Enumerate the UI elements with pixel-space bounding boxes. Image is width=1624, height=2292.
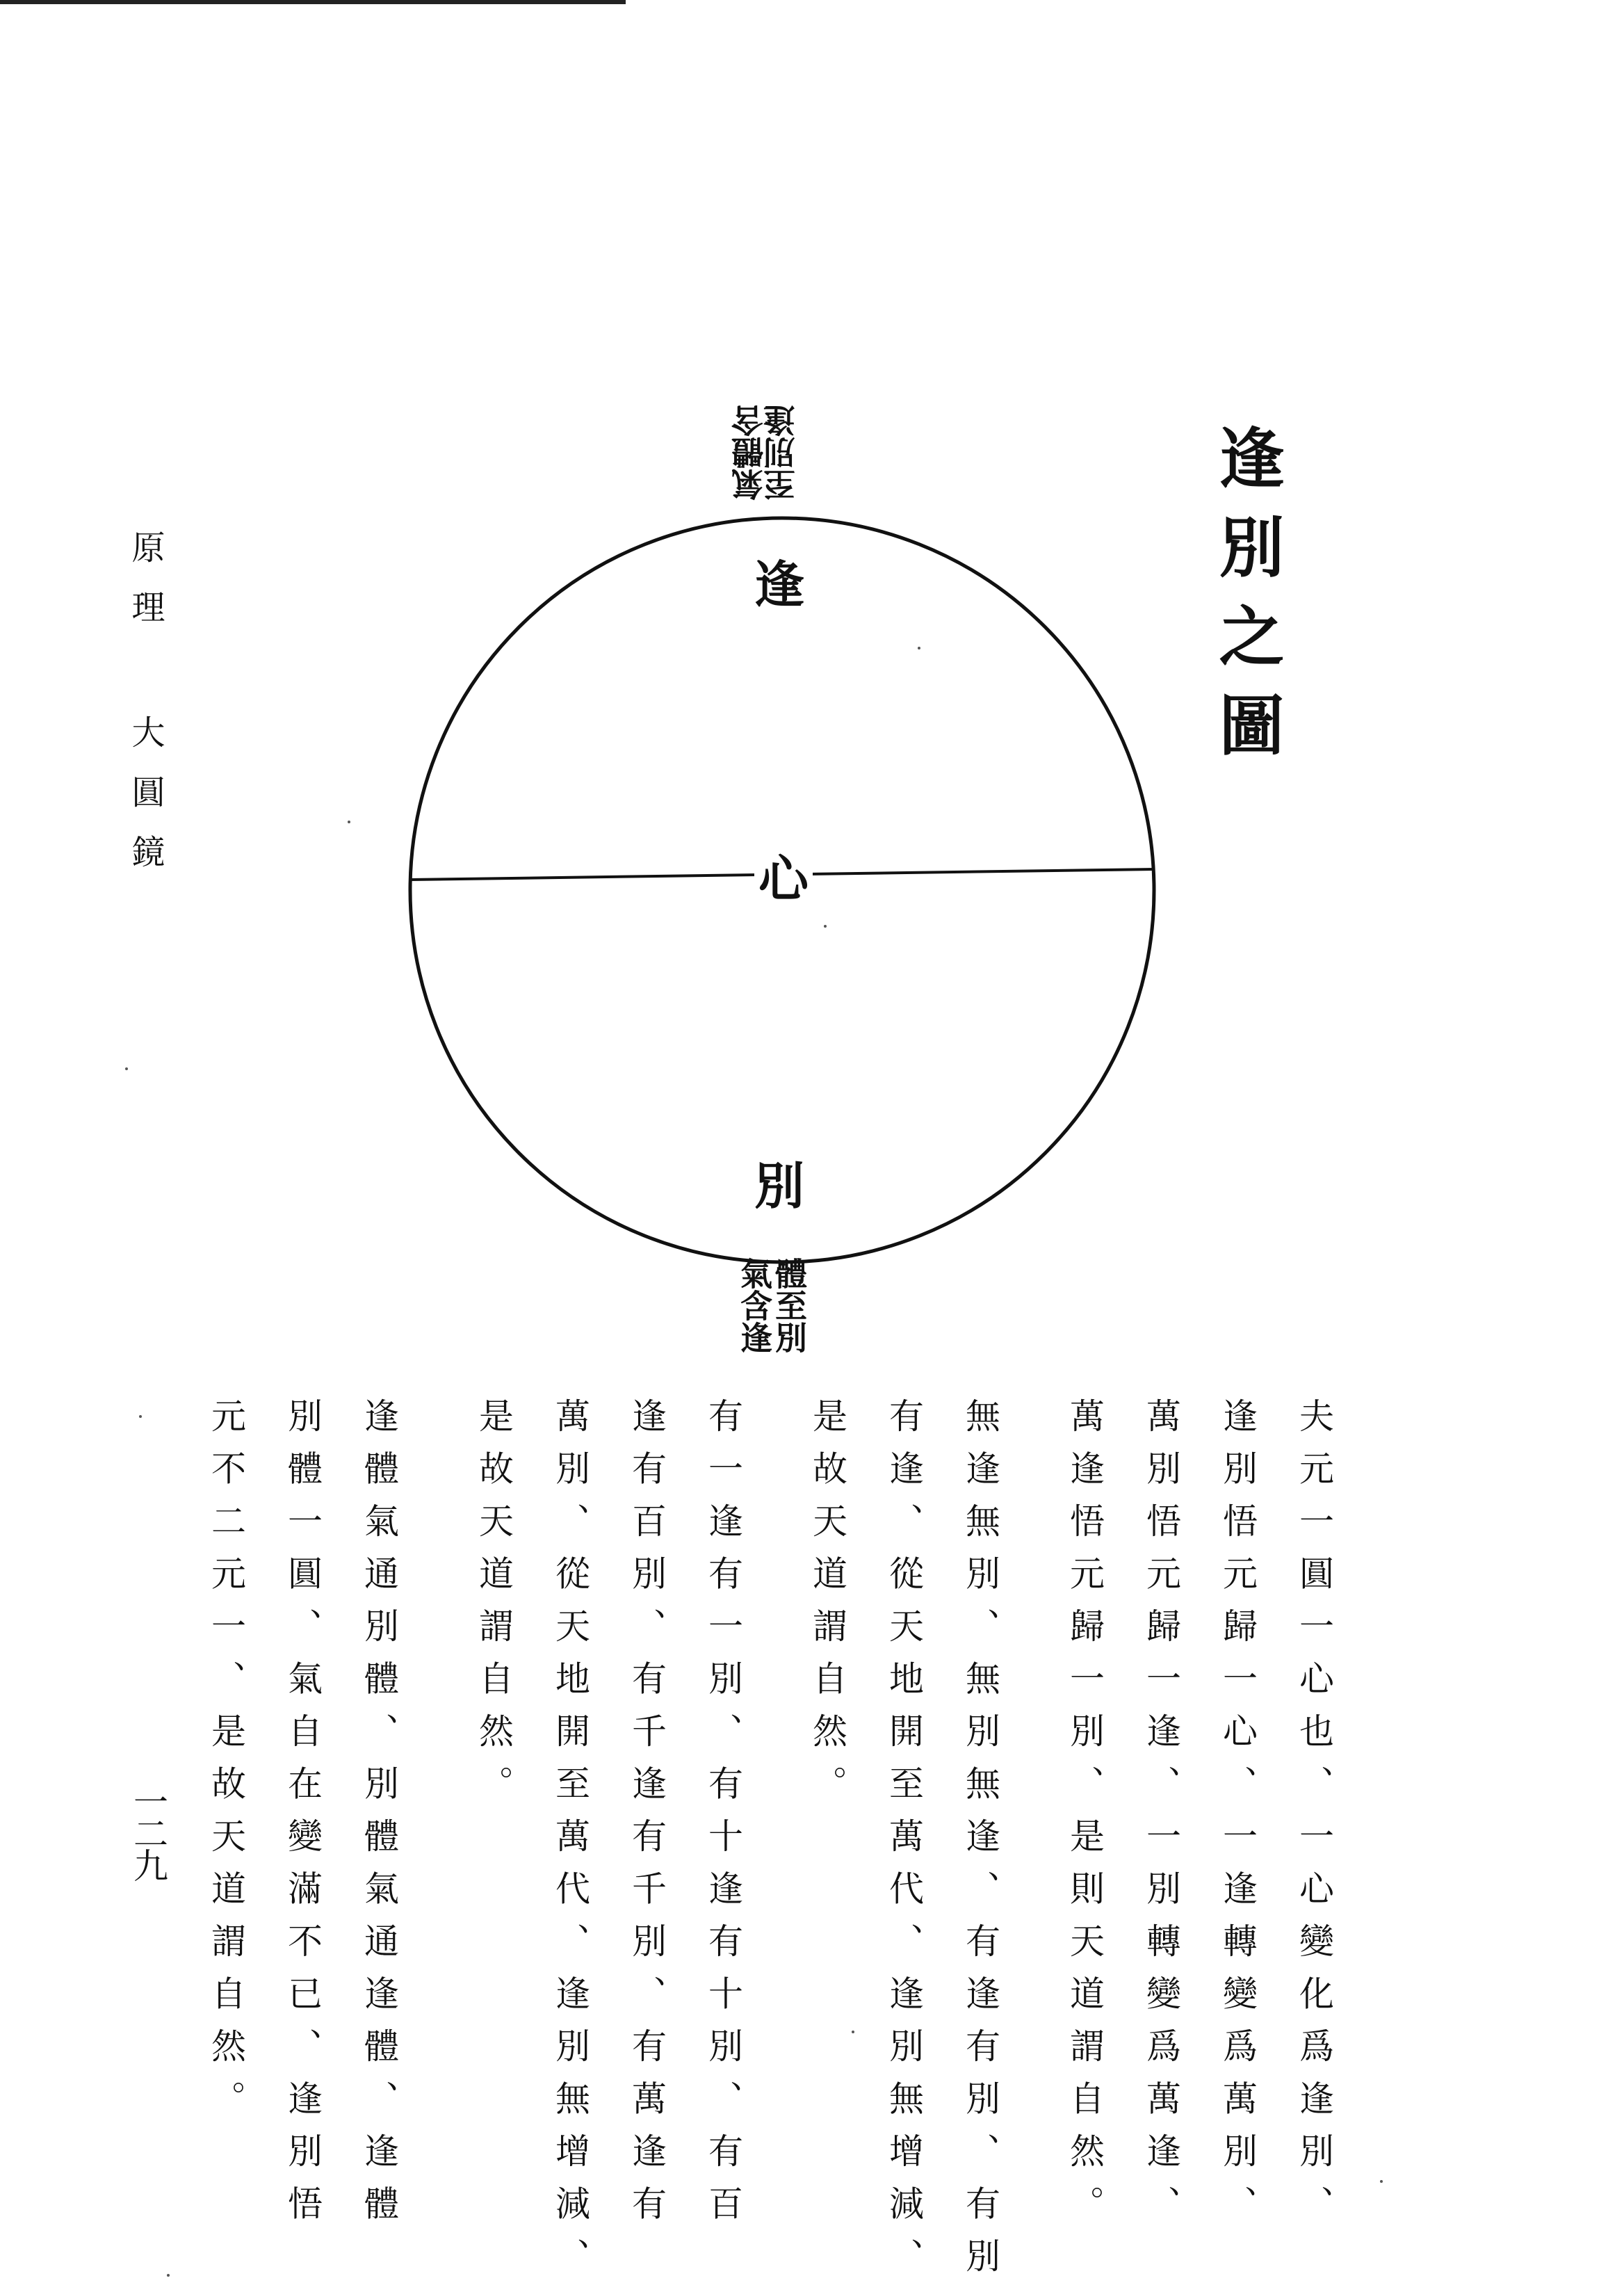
text-column-3: 萬別悟元歸一逢、一別轉變爲萬逢、 [1141, 1398, 1181, 2238]
text-column-5: 無逢無別、無別無逢、有逢有別、有別 [960, 1398, 1000, 2291]
text-column-8: 有一逢有一別、有十逢有十別、有百 [703, 1398, 743, 2238]
meeting-parting-diagram [407, 515, 1158, 1266]
text-column-12: 逢體氣通別體、別體氣通逢體、逢體 [359, 1398, 399, 2238]
text-column-1: 夫元一圓一心也、一心變化爲逢別、 [1294, 1398, 1334, 2238]
diagram-label-bottom [737, 1257, 806, 1353]
circle-char-bottom: 別 [754, 1156, 805, 1216]
speck [918, 647, 920, 649]
diagram-label-top: 氣體含至別逢 [731, 405, 800, 501]
speck [824, 925, 827, 928]
speck [167, 2274, 170, 2277]
text-column-2: 逢別悟元歸一心、一逢轉變爲萬別、 [1217, 1398, 1258, 2238]
page-title: 逢別之圖 [1208, 424, 1284, 780]
text-column-9: 逢有百別、有千逢有千別、有萬逢有 [626, 1398, 667, 2238]
text-column-14: 元不二元一、是故天道謂自然。 [206, 1398, 246, 2133]
speck [1380, 2180, 1383, 2183]
running-head: 原理 大圓鏡 [126, 530, 165, 894]
text-column-6: 有逢、從天地開至萬代、逢別無增減、 [884, 1398, 924, 2291]
page-number: 一二九 [128, 1784, 168, 1880]
text-column-7: 是故天道謂自然。 [807, 1398, 847, 1818]
page-top-edge [0, 0, 626, 4]
speck [139, 1415, 142, 1418]
text-column-10: 萬別、從天地開至萬代、逢別無增減、 [550, 1398, 590, 2291]
speck [125, 1067, 128, 1070]
speck [852, 2031, 854, 2033]
body-text [206, 1398, 1342, 2291]
circle-char-center: 心 [754, 854, 813, 904]
circle-char-top: 逢 [754, 555, 805, 614]
diagram-label-bottom-line-2: 氣含逢 [736, 1257, 773, 1353]
text-column-11: 是故天道謂自然。 [473, 1398, 514, 1818]
diagram-label-bottom-line-1: 體至別 [770, 1257, 808, 1353]
text-column-4: 萬逢悟元歸一別、是則天道謂自然。 [1064, 1398, 1105, 2238]
speck [348, 821, 350, 823]
text-column-13: 別體一圓、氣自在變滿不已、逢別悟 [282, 1398, 323, 2238]
